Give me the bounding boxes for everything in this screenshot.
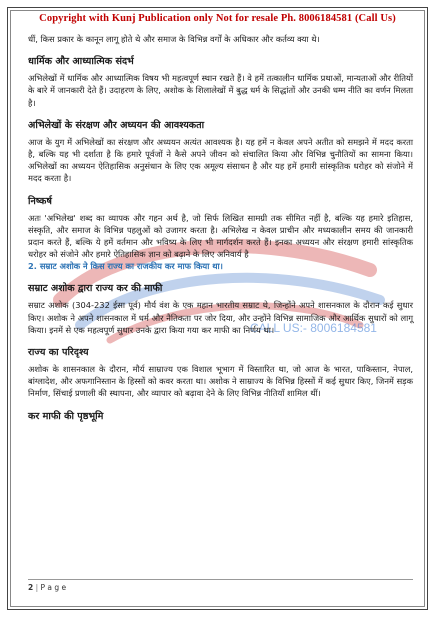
- section-paragraph-state-scenario: अशोक के शासनकाल के दौरान, मौर्य साम्राज्य एक विशाल भूभाग में विस्तारित था, जो आज के भारत, पाकिस्तान, नेपाल, बांग्लादेश, और अफगानिस्तान के हिस्सों को कवर करता था। अशोक ने साम्राज्य के विभिन्न हिस्सों में कई सुधार किए, जिनमें सड़क निर्माण, सिंचाई प्रणाली की स्थापना, और व्यापार को बढ़ावा देने के लिए विभिन्न नीतियाँ शामिल थीं।: [28, 364, 413, 399]
- section-heading-conclusion: निष्कर्ष: [28, 195, 52, 207]
- watermark-phone: CALL US:- 8006184581: [250, 321, 377, 335]
- section-heading-state-scenario: राज्य का परिदृश्य: [28, 347, 89, 359]
- question-heading: 2. सम्राट अशोक ने किस राज्य का राजकीय कर माफ किया था।: [28, 261, 223, 272]
- section-paragraph-preservation: आज के युग में अभिलेखों का संरक्षण और अध्ययन अत्यंत आवश्यक है। यह हमें न केवल अपने अतीत को समझने में मदद करता है, बल्कि यह भी दर्शाता है कि हमारे पूर्वजों ने कैसे अपने जीवन को संचालित किया और विभिन्न चुनौतियों का सामना किया। अभिलेखों का अध्ययन ऐतिहासिक अनुसंधान के लिए एक अमूल्य संसाधन है और यह हमें हमारी सांस्कृतिक धरोहर को संजोने में मदद करता है।: [28, 136, 413, 184]
- page-content: [28, 33, 413, 427]
- copyright-header: Copyright with Kunj Publication only Not for resale Ph. 8006184581 (Call Us): [39, 13, 396, 24]
- page-footer: [28, 579, 413, 592]
- section-heading-preservation: अभिलेखों के संरक्षण और अध्ययन की आवश्यकता: [28, 119, 205, 131]
- footer-separator: |: [33, 583, 41, 592]
- page-label: P a g e: [40, 583, 67, 592]
- section-paragraph-religious: अभिलेखों में धार्मिक और आध्यात्मिक विषय भी महत्वपूर्ण स्थान रखते हैं। वे हमें तत्कालीन धार्मिक प्रथाओं, मान्यताओं और रीतियों के बारे में जानकारी देते हैं। उदाहरण के लिए, अशोक के शिलालेखों में बुद्ध धर्म के सिद्धांतों और उनकी धम्म नीति का वर्णन मिलता है।: [28, 73, 413, 108]
- section-paragraph-conclusion: अतः 'अभिलेख' शब्द का व्यापक और गहन अर्थ है, जो सिर्फ लिखित सामग्री तक सीमित नहीं है, बल्कि यह हमारे इतिहास, संस्कृति, और समाज के विभिन्न पहलुओं को उजागर करता है। अभिलेख न केवल प्राचीन और मध्यकालीन समय की जानकारी प्रदान करते हैं, बल्कि ये हमें वर्तमान और भविष्य के लिए भी मार्गदर्शन करते हैं। इनका अध्ययन और संरक्षण हमारी सांस्कृतिक धरोहर को संजोने और हमारे ऐतिहासिक ज्ञान को बढ़ाने के लिए अनिवार्य है: [28, 212, 413, 260]
- section-heading-tax-background: कर माफी की पृष्ठभूमि: [28, 410, 104, 422]
- intro-paragraph: धीं, किस प्रकार के कानून लागू होते थे और समाज के विभिन्न वर्गों के अधिकार और कर्तव्य क्या थे।: [28, 34, 320, 44]
- section-paragraph-tax-waiver: सम्राट अशोक (304-232 ईसा पूर्व) मौर्य वंश के एक महान भारतीय सम्राट थे, जिन्होंने अपने शासनकाल के दौरान कई सुधार किए। अशोक ने अपने शासनकाल में धर्म और नैतिकता पर जोर दिया, और उन्होंने विभिन्न सामाजिक और आर्थिक सुधारों को लागू किया। इनमें से एक महत्वपूर्ण सुधार उनके द्वारा किया गया कर माफी का निर्णय था।: [28, 300, 413, 335]
- page-number: 2: [28, 583, 34, 592]
- section-heading-religious: धार्मिक और आध्यात्मिक संदर्भ: [28, 56, 134, 68]
- section-heading-tax-waiver: सम्राट अशोक द्वारा राज्य कर की माफी: [28, 283, 163, 295]
